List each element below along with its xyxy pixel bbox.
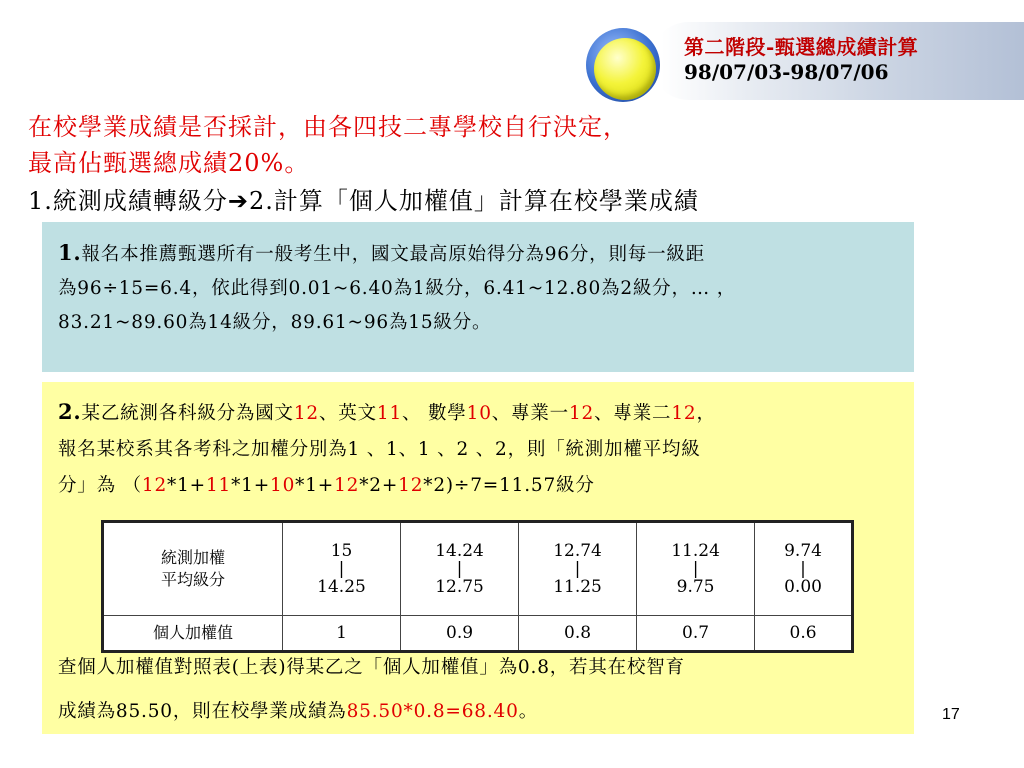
header-line: 統測加權: [160, 548, 225, 567]
table-cell-range: [755, 522, 853, 616]
intro-line-2: 最高佔甄選總成績20%。: [28, 149, 310, 177]
table-cell-weight: 0.9: [401, 616, 519, 652]
range-separator: |: [800, 559, 806, 579]
header-line: 平均級分: [160, 570, 225, 589]
box2-text: *2)÷7=11.57級分: [423, 475, 595, 496]
box2-line-1: [58, 394, 898, 432]
box2-text: 、 數學: [402, 403, 467, 424]
range-bottom: 14.25: [317, 577, 366, 597]
box2-line-2: 報名某校系其各考科之加權分別為1 、1、1 、2 、2，則「統測加權平均級: [58, 439, 701, 460]
step-1-text: 1.統測成績轉級分: [28, 187, 228, 215]
range-separator: |: [692, 559, 699, 579]
table-row-header: [103, 522, 283, 616]
box2-text: *1+: [231, 475, 271, 496]
step-2-text: 2.計算「個人加權值」計算在校學業成績: [249, 187, 699, 215]
table-cell-weight: 0.6: [755, 616, 853, 652]
range-bottom: 9.75: [676, 577, 715, 597]
box2-text: *1+: [167, 475, 206, 496]
formula-value: 12: [398, 475, 424, 496]
box2-text: 、專業一: [491, 403, 569, 424]
box1-line-2: 為96÷15=6.4，依此得到0.01~6.40為1級分，6.41~12.80為2級分，… ，: [58, 278, 737, 299]
box1-number: 1.: [58, 240, 82, 265]
range-bottom: 12.75: [435, 577, 484, 597]
box2-text: *1+: [295, 475, 335, 496]
table-row: [103, 616, 853, 652]
explanation-box-1: [42, 222, 914, 372]
arrow-right-icon: ➔: [227, 187, 250, 215]
box1-line-1: [58, 236, 898, 272]
conclusion-line-2: [58, 697, 538, 723]
range-top: 9.74: [784, 541, 822, 561]
box2-text: *2+: [359, 475, 399, 496]
formula-value: 12: [141, 475, 168, 496]
decorative-ball-center: [594, 38, 656, 100]
conclusion-text: 成績為85.50，則在校學業成績為: [58, 701, 347, 722]
table-cell-range: [401, 522, 519, 616]
range-separator: |: [574, 559, 581, 579]
formula-value: 12: [334, 475, 360, 496]
table-cell-range: [283, 522, 401, 616]
table-cell-weight: 1: [283, 616, 401, 652]
page-number: 17: [942, 706, 960, 723]
box1-line-1-text: 報名本推薦甄選所有一般考生中，國文最高原始得分為96分，則每一級距: [81, 244, 705, 265]
box2-number: 2.: [58, 399, 82, 424]
range-separator: |: [338, 559, 345, 579]
range-top: 12.74: [553, 541, 602, 561]
table-cell-range: [519, 522, 637, 616]
box2-text: 、專業二: [594, 403, 672, 424]
range-top: 11.24: [671, 541, 720, 561]
formula-value: 11: [205, 475, 232, 496]
score-english: 11: [376, 403, 403, 424]
score-chinese: 12: [293, 403, 319, 424]
range-bottom: 11.25: [553, 577, 602, 597]
box2-line-3: [58, 468, 898, 504]
table-row: [103, 522, 853, 616]
score-major-1: 12: [568, 403, 595, 424]
conclusion-text: 。: [518, 701, 538, 722]
range-top: 14.24: [435, 541, 484, 561]
range-bottom: 0.00: [784, 577, 822, 597]
box2-text: 某乙統測各科級分為國文: [81, 403, 294, 424]
conclusion-result: 85.50*0.8=68.40: [346, 701, 519, 722]
score-math: 10: [466, 403, 492, 424]
box2-text: 、英文: [318, 403, 377, 424]
range-separator: |: [456, 559, 463, 579]
box2-text: 分」為 （: [58, 475, 142, 496]
formula-value: 10: [270, 475, 296, 496]
table-cell-weight: 0.8: [519, 616, 637, 652]
table-cell-weight: 0.7: [637, 616, 755, 652]
range-top: 15: [330, 541, 353, 561]
header-date-range: 98/07/03-98/07/06: [684, 60, 889, 84]
box1-line-3: 83.21~89.60為14級分，89.61~96為15級分。: [58, 312, 492, 333]
table-row-header: 個人加權值: [103, 616, 283, 652]
table-cell-range: [637, 522, 755, 616]
header-title: 第二階段-甄選總成績計算: [684, 35, 919, 59]
score-major-2: 12: [671, 403, 697, 424]
steps-line: [28, 181, 699, 216]
box2-text: ，: [696, 403, 716, 424]
conclusion-line-1: 查個人加權值對照表(上表)得某乙之「個人加權值」為0.8，若其在校智育: [58, 657, 685, 678]
weight-lookup-table: [101, 520, 854, 653]
intro-line-1: 在校學業成績是否採計，由各四技二專學校自行決定，: [28, 113, 628, 141]
